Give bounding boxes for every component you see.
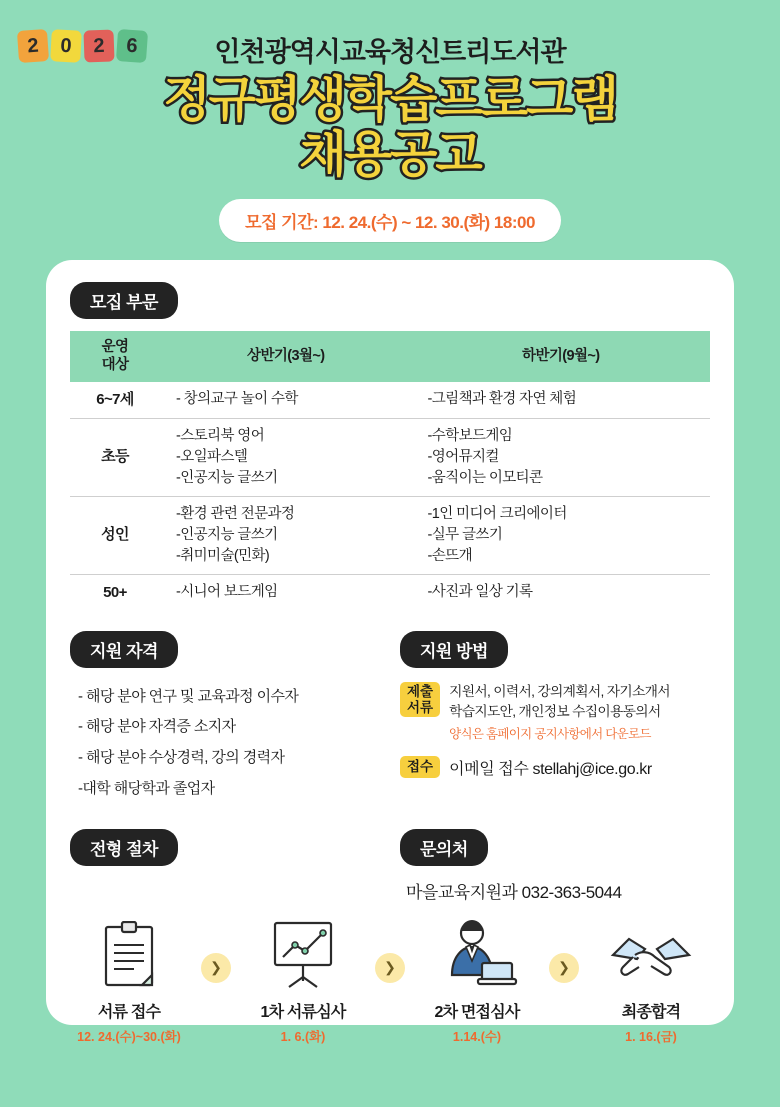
- process-step-3: [418, 917, 536, 1045]
- qualification-column: [70, 631, 390, 805]
- table-row: [70, 418, 710, 496]
- table-header-target-line1: 운영: [101, 338, 129, 355]
- list-item: - 해당 분야 수상경력, 강의 경력자: [78, 749, 285, 767]
- contact-column: [390, 829, 710, 903]
- list-item: - 해당 분야 연구 및 교육과정 이수자: [78, 687, 299, 705]
- year-block-4: [116, 29, 148, 63]
- handshake-icon: [592, 917, 710, 991]
- row-second-half: -그림책과 환경 자연 체험: [412, 382, 710, 419]
- step-name: 1차 서류심사: [260, 1003, 346, 1021]
- row-age: 6~7세: [70, 382, 160, 419]
- row-first-half: - 창의교구 놀이 수학: [160, 382, 412, 419]
- row-second-half: -수학보드게임 -영어뮤지컬 -움직이는 이모티콘: [412, 418, 710, 496]
- year-block-4-char: 6: [125, 34, 139, 57]
- chevron-right-icon-3: ❯: [549, 953, 579, 983]
- step-date: 1. 16.(금): [625, 1029, 677, 1044]
- list-item: - 해당 분야 자격증 소지자: [78, 718, 236, 736]
- interview-icon: [418, 917, 536, 991]
- table-header-target-line2: 대상: [101, 356, 129, 373]
- year-badge: [18, 30, 147, 62]
- page-subtitle: 채용공고: [299, 127, 481, 182]
- year-block-2-char: 0: [59, 34, 73, 57]
- row-second-half: -사진과 일상 기록: [412, 574, 710, 610]
- contact-text: 마을교육지원과 032-363-5044: [406, 882, 622, 902]
- row-age: 초등: [70, 418, 160, 496]
- content-card: [46, 260, 734, 1044]
- document-icon: [70, 917, 188, 991]
- documents-download-note: 양식은 홈페이지 공지사항에서 다운로드: [449, 726, 651, 741]
- step-name: 2차 면접심사: [434, 1003, 520, 1021]
- section-label-recruit: 모집 부문: [70, 282, 178, 319]
- table-row: [70, 382, 710, 419]
- step-name: 서류 접수: [97, 1003, 161, 1021]
- section-label-qualification: 지원 자격: [70, 631, 178, 668]
- table-header-first-half: 상반기(3월~): [160, 331, 412, 382]
- chart-board-icon: [244, 917, 362, 991]
- qualification-list: [78, 682, 384, 805]
- documents-tag-line2: 서류: [407, 699, 434, 715]
- table-row: [70, 496, 710, 574]
- table-header-second-half: 하반기(9월~): [412, 331, 710, 382]
- qualification-apply-section: [70, 631, 710, 805]
- section-label-process: 전형 절차: [70, 829, 178, 866]
- year-block-3: [83, 29, 114, 62]
- row-age: 성인: [70, 496, 160, 574]
- step-date: 1.14.(수): [452, 1029, 502, 1044]
- year-block-1: [17, 29, 49, 63]
- row-second-half: -1인 미디어 크리에이터 -실무 글쓰기 -손뜨개: [412, 496, 710, 574]
- process-step-2: [244, 917, 362, 1045]
- page-title: 정규평생학습프로그램: [163, 73, 617, 127]
- recruitment-period-badge: 모집 기간: 12. 24.(수) ~ 12. 30.(화) 18:00: [219, 199, 561, 242]
- process-step-4: [592, 917, 710, 1045]
- list-item: -대학 해당학과 졸업자: [78, 779, 215, 797]
- process-contact-section: [70, 829, 710, 903]
- apply-receive-row: [400, 756, 710, 782]
- apply-rows: [400, 682, 710, 782]
- receive-tag: 접수: [400, 756, 440, 778]
- documents-text: [449, 682, 670, 744]
- year-block-1-char: 2: [26, 34, 40, 57]
- apply-column: [390, 631, 710, 805]
- chevron-right-icon-2: ❯: [375, 953, 405, 983]
- year-block-2: [50, 29, 82, 63]
- receive-text: 이메일 접수 stellahj@ice.go.kr: [449, 760, 652, 778]
- step-name: 최종합격: [621, 1003, 681, 1021]
- section-label-apply: 지원 방법: [400, 631, 508, 668]
- documents-text-line2: 학습지도안, 개인정보 수집이용동의서: [449, 704, 661, 720]
- table-row: [70, 574, 710, 610]
- documents-tag: [400, 682, 440, 718]
- row-first-half: -환경 관련 전문과정 -인공지능 글쓰기 -취미미술(민화): [160, 496, 412, 574]
- row-first-half: -시니어 보드게임: [160, 574, 412, 610]
- table-header-row: [70, 331, 710, 382]
- row-age: 50+: [70, 574, 160, 610]
- row-first-half: -스토리북 영어 -오일파스텔 -인공지능 글쓰기: [160, 418, 412, 496]
- poster-header: [0, 0, 780, 242]
- process-steps: [70, 917, 710, 1045]
- organization-name: 인천광역시교육청신트리도서관: [214, 37, 566, 67]
- apply-documents-row: [400, 682, 710, 744]
- step-date: 12. 24.(수)~30.(화): [77, 1029, 181, 1044]
- step-date: 1. 6.(화): [280, 1029, 326, 1044]
- documents-tag-line1: 제출: [407, 683, 434, 699]
- chevron-right-icon-1: ❯: [201, 953, 231, 983]
- table-header-target: [70, 331, 160, 382]
- recruitment-table: [70, 331, 710, 611]
- process-column: [70, 829, 390, 866]
- process-step-1: [70, 917, 188, 1045]
- year-block-3-char: 2: [93, 34, 105, 57]
- section-label-contact: 문의처: [400, 829, 488, 866]
- documents-text-line1: 지원서, 이력서, 강의계획서, 자기소개서: [449, 683, 670, 699]
